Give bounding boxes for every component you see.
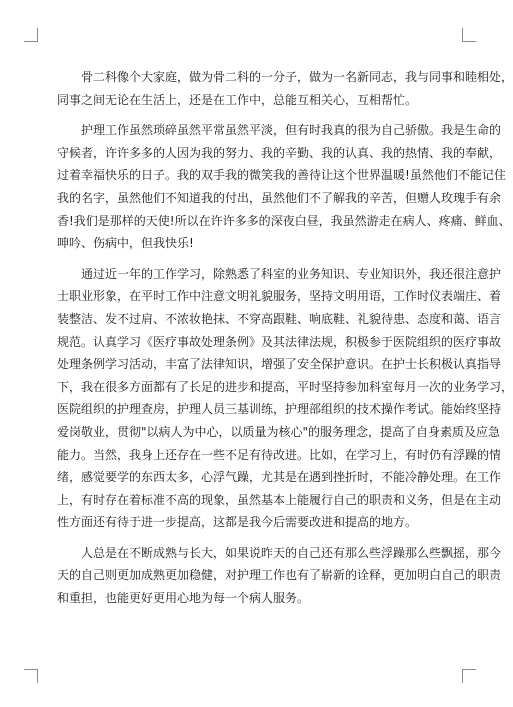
paragraph-2 bbox=[57, 119, 511, 255]
text-line: 绪，感觉要学的东西太多，心浮气躁，尤其是在遇到挫折时，不能冷静处理。在工作 bbox=[57, 470, 502, 485]
paragraph-4 bbox=[57, 542, 502, 610]
paragraph-1 bbox=[57, 66, 513, 111]
text-line: 处理条例学习活动，丰富了法律知识，增强了安全保护意识。在护士长积极认真指导 bbox=[57, 357, 502, 372]
paragraph-3 bbox=[57, 263, 513, 534]
text-line: 骨二科像个大家庭，做为骨二科的一分子，做为一名新同志，我与同事和睦相处， bbox=[57, 70, 513, 84]
text-line: 性方面还有待于进一步提高，这都是我今后需要改进和提高的地方。 bbox=[57, 515, 418, 530]
text-line: 通过近一年的工作学习，除熟悉了科室的业务知识、专业知识外，我还很注意护 bbox=[57, 266, 502, 281]
text-line: 我的名字，虽然他们不知道我的付出，虽然他们不了解我的辛苦，但赠人玫瑰手有余 bbox=[57, 190, 502, 205]
text-line: 能力。当然，我身上还存在一些不足有待改进。比如，在学习上，有时仍有浮躁的情 bbox=[57, 447, 502, 462]
text-line: 守候者，许许多多的人因为我的努力、我的辛勤、我的认真、我的热情、我的奉献， bbox=[57, 145, 502, 160]
bottom-right-margin-mark bbox=[462, 669, 476, 683]
text-line: 天的自己则更加成熟更加稳健，对护理工作也有了崭新的诠释，更加明白自己的职责 bbox=[57, 568, 502, 583]
text-line: 上，有时存在着标准不高的现象，虽然基本上能履行自己的职责和义务，但是在主动 bbox=[57, 492, 502, 507]
text-line: 香!我们是那样的天使!所以在许许多多的深夜白昼，我虽然游走在病人、疼痛、鲜血、 bbox=[57, 213, 511, 228]
text-line: 呻吟、伤病中，但我快乐! bbox=[57, 236, 194, 251]
top-right-margin-mark bbox=[462, 28, 476, 42]
text-line: 护理工作虽然琐碎虽然平常虽然平淡，但有时我真的很为自己骄傲。我是生命的 bbox=[57, 123, 502, 138]
text-line: 过着幸福快乐的日子。我的双手我的微笑我的善待让这个世界温暖!虽然他们不能记住 bbox=[57, 168, 506, 183]
text-line: 同事之间无论在生活上，还是在工作中，总能互相关心，互相帮忙。 bbox=[57, 92, 418, 107]
text-line: 医院组织的护理查房，护理人员三基训练，护理部组织的技术操作考试。能始终坚持 bbox=[57, 402, 502, 417]
top-left-margin-mark bbox=[24, 28, 38, 42]
document-body bbox=[57, 66, 513, 610]
text-line: 人总是在不断成熟与长大，如果说昨天的自己还有那么些浮躁那么些飘摇，那今 bbox=[57, 545, 502, 560]
text-line: 和重担，也能更好更用心地为每一个病人服务。 bbox=[57, 591, 310, 606]
text-line: 下，我在很多方面都有了长足的进步和提高，平时坚持参加科室每月一次的业务学习， bbox=[57, 379, 513, 394]
text-line: 爱岗敬业，贯彻"以病人为中心，以质量为核心"的服务理念，提高了自身素质及应急 bbox=[57, 424, 501, 439]
text-line: 士职业形象，在平时工作中注意文明礼貌服务，坚持文明用语，工作时仪表端庄、着 bbox=[57, 289, 502, 304]
text-line: 装整洁、发不过肩、不浓妆艳抹、不穿高跟鞋、响底鞋、礼貌待患、态度和蔼、语言 bbox=[57, 311, 502, 326]
bottom-left-margin-mark bbox=[24, 669, 38, 683]
text-line: 规范。认真学习《医疗事故处理条例》及其法律法规，积极参于医院组织的医疗事故 bbox=[57, 334, 502, 349]
